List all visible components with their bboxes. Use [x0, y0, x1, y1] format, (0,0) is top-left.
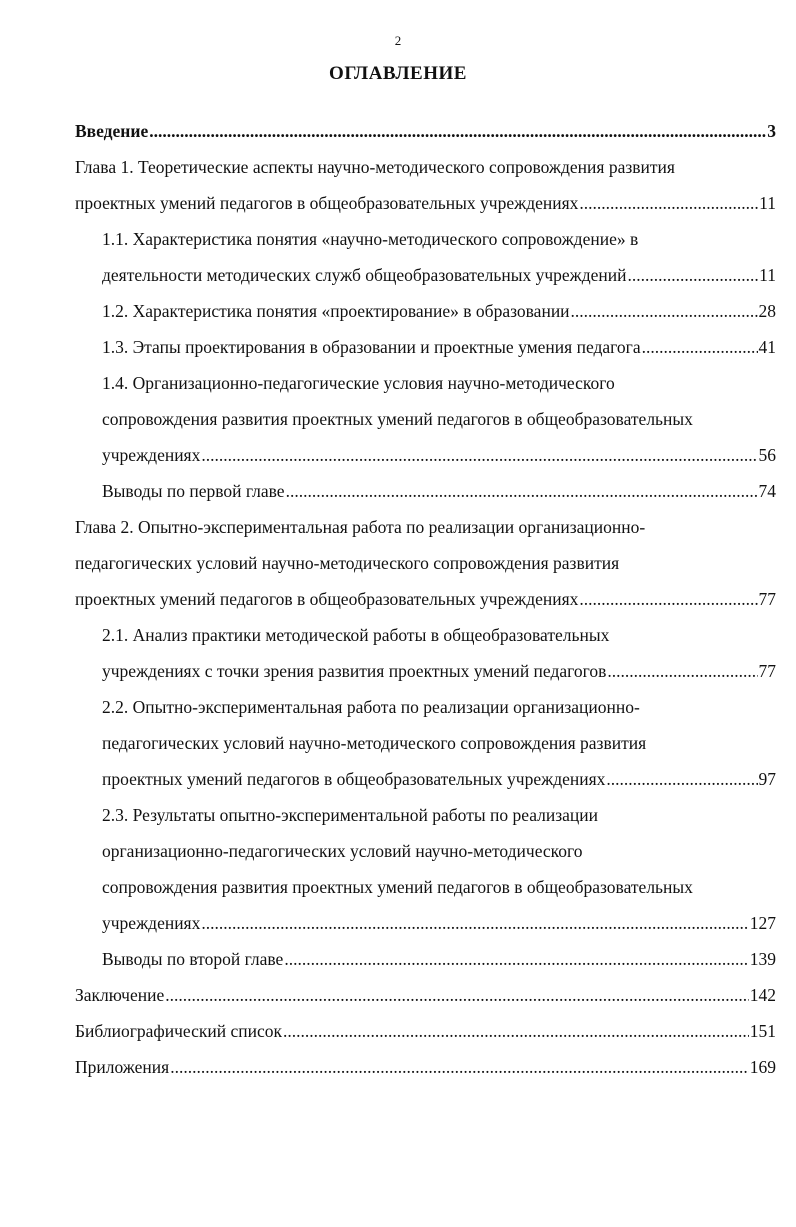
toc-entry-text: проектных умений педагогов в общеобразовательных учреждениях [75, 193, 579, 213]
dot-leader [165, 977, 749, 1013]
table-of-contents [0, 113, 796, 1085]
toc-entry-text: организационно-педагогических условий научно-методического [102, 841, 583, 861]
toc-entry-text: педагогических условий научно-методического сопровождения развития [75, 553, 620, 573]
toc-entry[interactable] [0, 1013, 796, 1049]
toc-page-number: 77 [758, 661, 776, 681]
toc-entry-text: Заключение [75, 985, 165, 1005]
toc-page-number: 139 [749, 949, 776, 969]
toc-entry-text: учреждениях [102, 913, 201, 933]
toc-entry-text: проектных умений педагогов в общеобразовательных учреждениях [102, 769, 606, 789]
toc-entry[interactable] [0, 509, 796, 617]
toc-entry[interactable] [0, 473, 796, 509]
toc-entry[interactable] [0, 1049, 796, 1085]
toc-page-number: 74 [758, 481, 776, 501]
toc-entry-text: Введение [75, 121, 149, 141]
dot-leader [628, 257, 759, 293]
toc-entry-text: сопровождения развития проектных умений педагогов в общеобразовательных [102, 409, 693, 429]
toc-entry-text: 2.3. Результаты опытно-экспериментальной работы по реализации [102, 805, 598, 825]
toc-entry-text: Приложения [75, 1057, 170, 1077]
toc-entry-text: учреждениях [102, 445, 201, 465]
dot-leader [201, 905, 748, 941]
toc-page-number: 97 [758, 769, 776, 789]
toc-entry[interactable] [0, 365, 796, 473]
dot-leader [170, 1049, 749, 1085]
dot-leader [607, 653, 757, 689]
toc-page-number: 169 [749, 1057, 776, 1077]
toc-entry[interactable] [0, 977, 796, 1013]
toc-entry[interactable] [0, 689, 796, 797]
page-number: 2 [394, 33, 402, 48]
toc-entry[interactable] [0, 113, 796, 149]
toc-page-number: 127 [749, 913, 776, 933]
dot-leader [284, 941, 748, 977]
dot-leader [283, 1013, 749, 1049]
dot-leader [606, 761, 757, 797]
toc-entry[interactable] [0, 941, 796, 977]
toc-entry-text: 1.2. Характеристика понятия «проектирование» в образовании [102, 301, 570, 321]
toc-entry[interactable] [0, 797, 796, 941]
dot-leader [579, 185, 758, 221]
dot-leader [149, 113, 766, 149]
dot-leader [579, 581, 757, 617]
toc-page-number: 11 [759, 193, 776, 213]
toc-entry-text: 1.4. Организационно-педагогические условия научно-методического [102, 373, 615, 393]
toc-entry-text: Глава 2. Опытно-экспериментальная работа по реализации организационно- [75, 517, 646, 537]
toc-entry-text: 1.3. Этапы проектирования в образовании и проектные умения педагога [102, 337, 641, 357]
toc-entry-text: деятельности методических служб общеобразовательных учреждений [102, 265, 627, 285]
toc-page-number: 11 [759, 265, 776, 285]
toc-page-number: 142 [749, 985, 776, 1005]
toc-page-number: 3 [767, 121, 776, 141]
toc-page-number: 28 [758, 301, 776, 321]
toc-page-number: 56 [758, 445, 776, 465]
toc-entry-text: Выводы по первой главе [102, 481, 285, 501]
toc-entry-text: проектных умений педагогов в общеобразовательных учреждениях [75, 589, 579, 609]
toc-entry-text: 2.2. Опытно-экспериментальная работа по реализации организационно- [102, 697, 640, 717]
toc-page-number: 41 [758, 337, 776, 357]
toc-entry[interactable] [0, 149, 796, 221]
toc-page-number: 151 [749, 1021, 776, 1041]
dot-leader [286, 473, 758, 509]
toc-entry[interactable] [0, 617, 796, 689]
toc-entry-text: Выводы по второй главе [102, 949, 284, 969]
toc-entry-text: 1.1. Характеристика понятия «научно-методического сопровождение» в [102, 229, 639, 249]
toc-entry-text: сопровождения развития проектных умений педагогов в общеобразовательных [102, 877, 693, 897]
dot-leader [642, 329, 758, 365]
toc-entry-text: педагогических условий научно-методического сопровождения развития [102, 733, 647, 753]
dot-leader [201, 437, 757, 473]
toc-entry-text: учреждениях с точки зрения развития проектных умений педагогов [102, 661, 607, 681]
toc-title: ОГЛАВЛЕНИЕ [329, 63, 467, 84]
toc-entry-text: Глава 1. Теоретические аспекты научно-методического сопровождения развития [75, 157, 675, 177]
toc-entry-text: 2.1. Анализ практики методической работы в общеобразовательных [102, 625, 610, 645]
toc-entry[interactable] [0, 329, 796, 365]
toc-entry[interactable] [0, 221, 796, 293]
toc-page-number: 77 [758, 589, 776, 609]
dot-leader [571, 293, 758, 329]
toc-entry-text: Библиографический список [75, 1021, 283, 1041]
toc-entry[interactable] [0, 293, 796, 329]
